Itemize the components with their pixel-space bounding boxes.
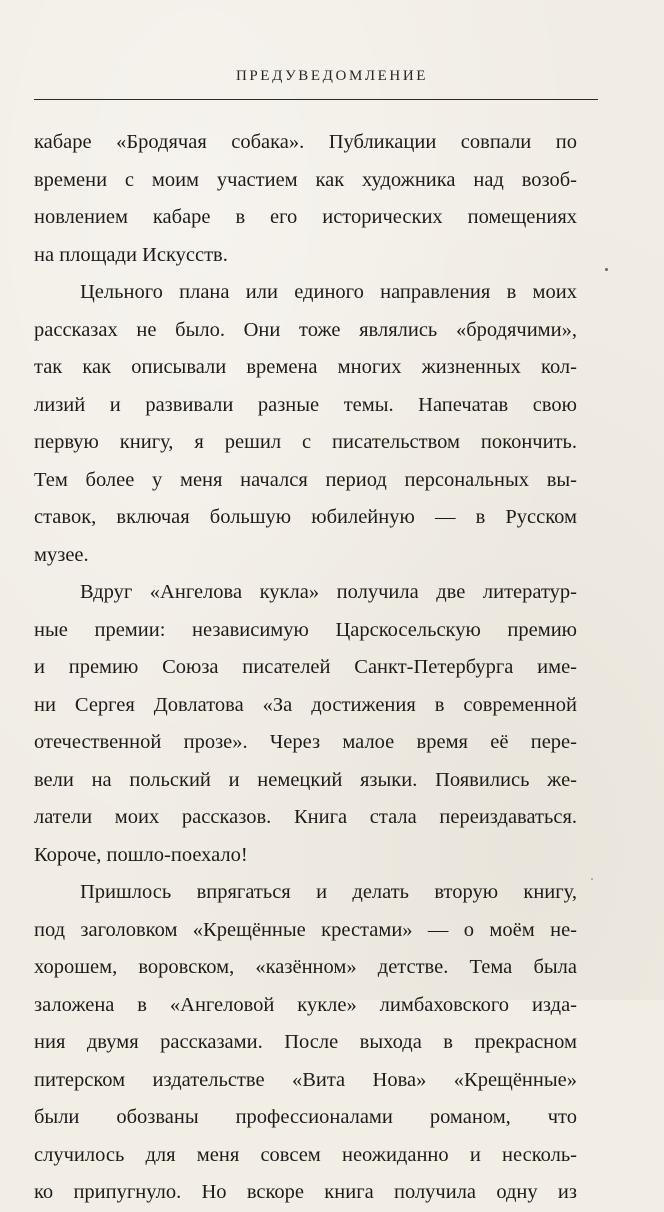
text-line: ко припугнуло. Но вскоре книга получила одну из — [34, 1181, 577, 1203]
text-line: хорошем, воровском, «казённом» детстве. Тема была — [34, 956, 577, 978]
text-line: кабаре «Бродячая собака». Публикации совпали по — [34, 131, 577, 153]
text-line: отечественной прозе». Через малое время её пере- — [34, 731, 577, 753]
paragraph-3 — [34, 574, 577, 874]
text-line: под заголовком «Крещённые крестами» — о моём не- — [34, 918, 577, 941]
paragraph-2 — [34, 274, 577, 574]
text-line: ни Сергея Довлатова «За достижения в современной — [34, 693, 577, 716]
text-line: лизий и развивали разные темы. Напечатав свою — [34, 393, 577, 416]
text-line: на площади Искусств. — [34, 243, 228, 266]
text-line: вели на польский и немецкий языки. Появились же- — [34, 768, 577, 791]
running-head: ПРЕДУВЕДОМЛЕНИЕ — [235, 68, 429, 84]
text-line: ния двумя рассказами. После выхода в прекрасном — [34, 1031, 577, 1053]
text-line: Короче, пошло-поехало! — [34, 843, 248, 866]
text-line: случилось для меня совсем неожиданно и несколь- — [34, 1143, 577, 1166]
text-line: и премию Союза писателей Санкт-Петербурга име- — [34, 656, 577, 678]
text-line: новлением кабаре в его исторических помещениях — [34, 206, 577, 228]
text-line: первую книгу, я решил с писательством покончить. — [34, 431, 577, 453]
text-line: питерском издательстве «Вита Нова» «Крещённые» — [34, 1068, 577, 1091]
header-rule — [34, 99, 598, 100]
paper-speck — [605, 268, 608, 271]
text-line: заложена в «Ангеловой кукле» лимбаховского изда- — [34, 993, 577, 1016]
text-line: рассказах не было. Они тоже являлись «бродячими», — [34, 318, 577, 341]
paragraph-1 — [34, 124, 577, 274]
text-line: времени с моим участием как художника над возоб- — [34, 168, 577, 191]
text-line: ные премии: независимую Царскосельскую премию — [34, 618, 577, 641]
text-line: музее. — [34, 543, 89, 566]
text-line: латели моих рассказов. Книга стала переиздаваться. — [34, 806, 577, 828]
text-line: Вдруг «Ангелова кукла» получила две литератур- — [80, 581, 577, 603]
text-line: Тем более у меня начался период персональных вы- — [34, 468, 577, 491]
text-line: так как описывали времена многих жизненных кол- — [34, 356, 577, 378]
body-text — [34, 124, 577, 1212]
text-line: ставок, включая большую юбилейную — в Русском — [34, 506, 577, 528]
text-line: Цельного плана или единого направления в моих — [80, 281, 577, 303]
paragraph-4 — [34, 874, 577, 1212]
paper-speck — [591, 878, 593, 880]
text-line: Пришлось впрягаться и делать вторую книгу, — [80, 881, 577, 903]
text-line: были обозваны профессионалами романом, что — [34, 1106, 577, 1128]
